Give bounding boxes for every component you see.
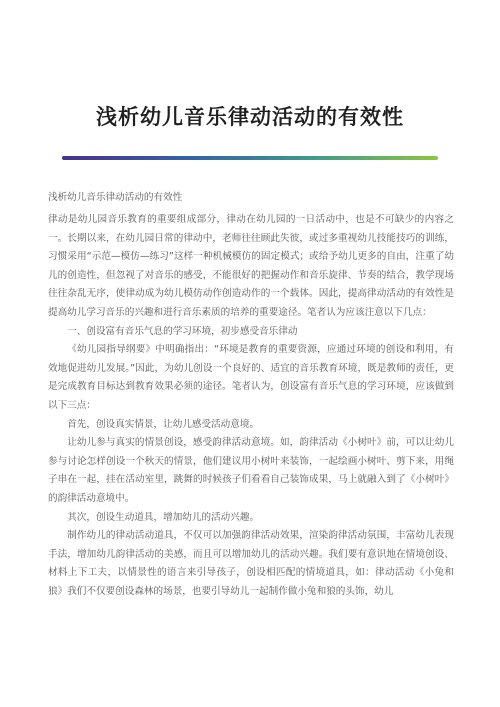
section-heading-1: 一、创设富有音乐气息的学习环境，初步感受音乐律动 [67, 325, 298, 337]
paragraph-scene-example: 让幼儿参与真实的情景创设，感受韵律活动意境。如，韵律活动《小树叶》前，可以让幼儿参与讨论怎样创设一个秋天的情景，他们建议用小树叶来装饰，一起绘画小树叶、剪下来，用绳子串在一起，挂在活动室里，跳舞的时候孩子们看看自己装饰成果，马上就融入到了《小树叶》的韵律活动意境中。 [48, 437, 454, 504]
point-second: 其次，创设生动道具，增加幼儿的活动兴趣。 [67, 511, 260, 523]
document-body [48, 189, 454, 601]
point-first: 首先，创设真实情景，让幼儿感受活动意境。 [67, 418, 260, 430]
document-title: 浅析幼儿音乐律动活动的有效性 [96, 104, 404, 129]
paragraph-environment: 《幼儿园指导纲要》中明确指出：“环境是教育的重要资源，应通过环境的创设和利用，有效地促进幼儿发展。”因此，为幼儿创设一个良好的、适宜的音乐教育环境，既是教师的责任，更是完成教育目标达到教育效果必须的途径。笔者认为，创设富有音乐气息的学习环境，应该做到以下三点： [48, 344, 454, 411]
paragraph-props-example: 制作幼儿的律动活动道具，不仅可以加强韵律活动效果，渲染韵律活动氛围，丰富幼儿表现手法，增加幼儿韵律活动的美感，而且可以增加幼儿的活动兴趣。我们要有意识地在情境创设、材料上下工夫，以情景性的语言来引导孩子，创设相匹配的情境道具，如：律动活动《小兔和狼》我们不仅要创设森林的场景，也要引导幼儿一起制作做小兔和狼的头饰，幼儿 [48, 530, 454, 597]
paragraph-intro: 律动是幼儿园音乐教育的重要组成部分，律动在幼儿园的一日活动中，也是不可缺少的内容之一。长期以来，在幼儿园日常的律动中，老师往往顾此失彼，或过多重视幼儿技能技巧的训练，习惯采用“示范—模仿—练习”这样一种机械模仿的固定模式；或给予幼儿更多的自由，注重了幼儿的创造性，但忽视了对音乐的感受，不能很好的把握动作和音乐旋律、节奏的结合，教学现场往往杂乱无序，使律动成为幼儿模仿动作创造动作的一个载体。因此，提高律动活动的有效性是提高幼儿学习音乐的兴趣和进行音乐素质的培养的重要途径。笔者认为应该注意以下几点： [48, 214, 454, 318]
title-gradient-divider [62, 156, 438, 160]
document-subtitle: 浅析幼儿音乐律动活动的有效性 [48, 192, 183, 203]
